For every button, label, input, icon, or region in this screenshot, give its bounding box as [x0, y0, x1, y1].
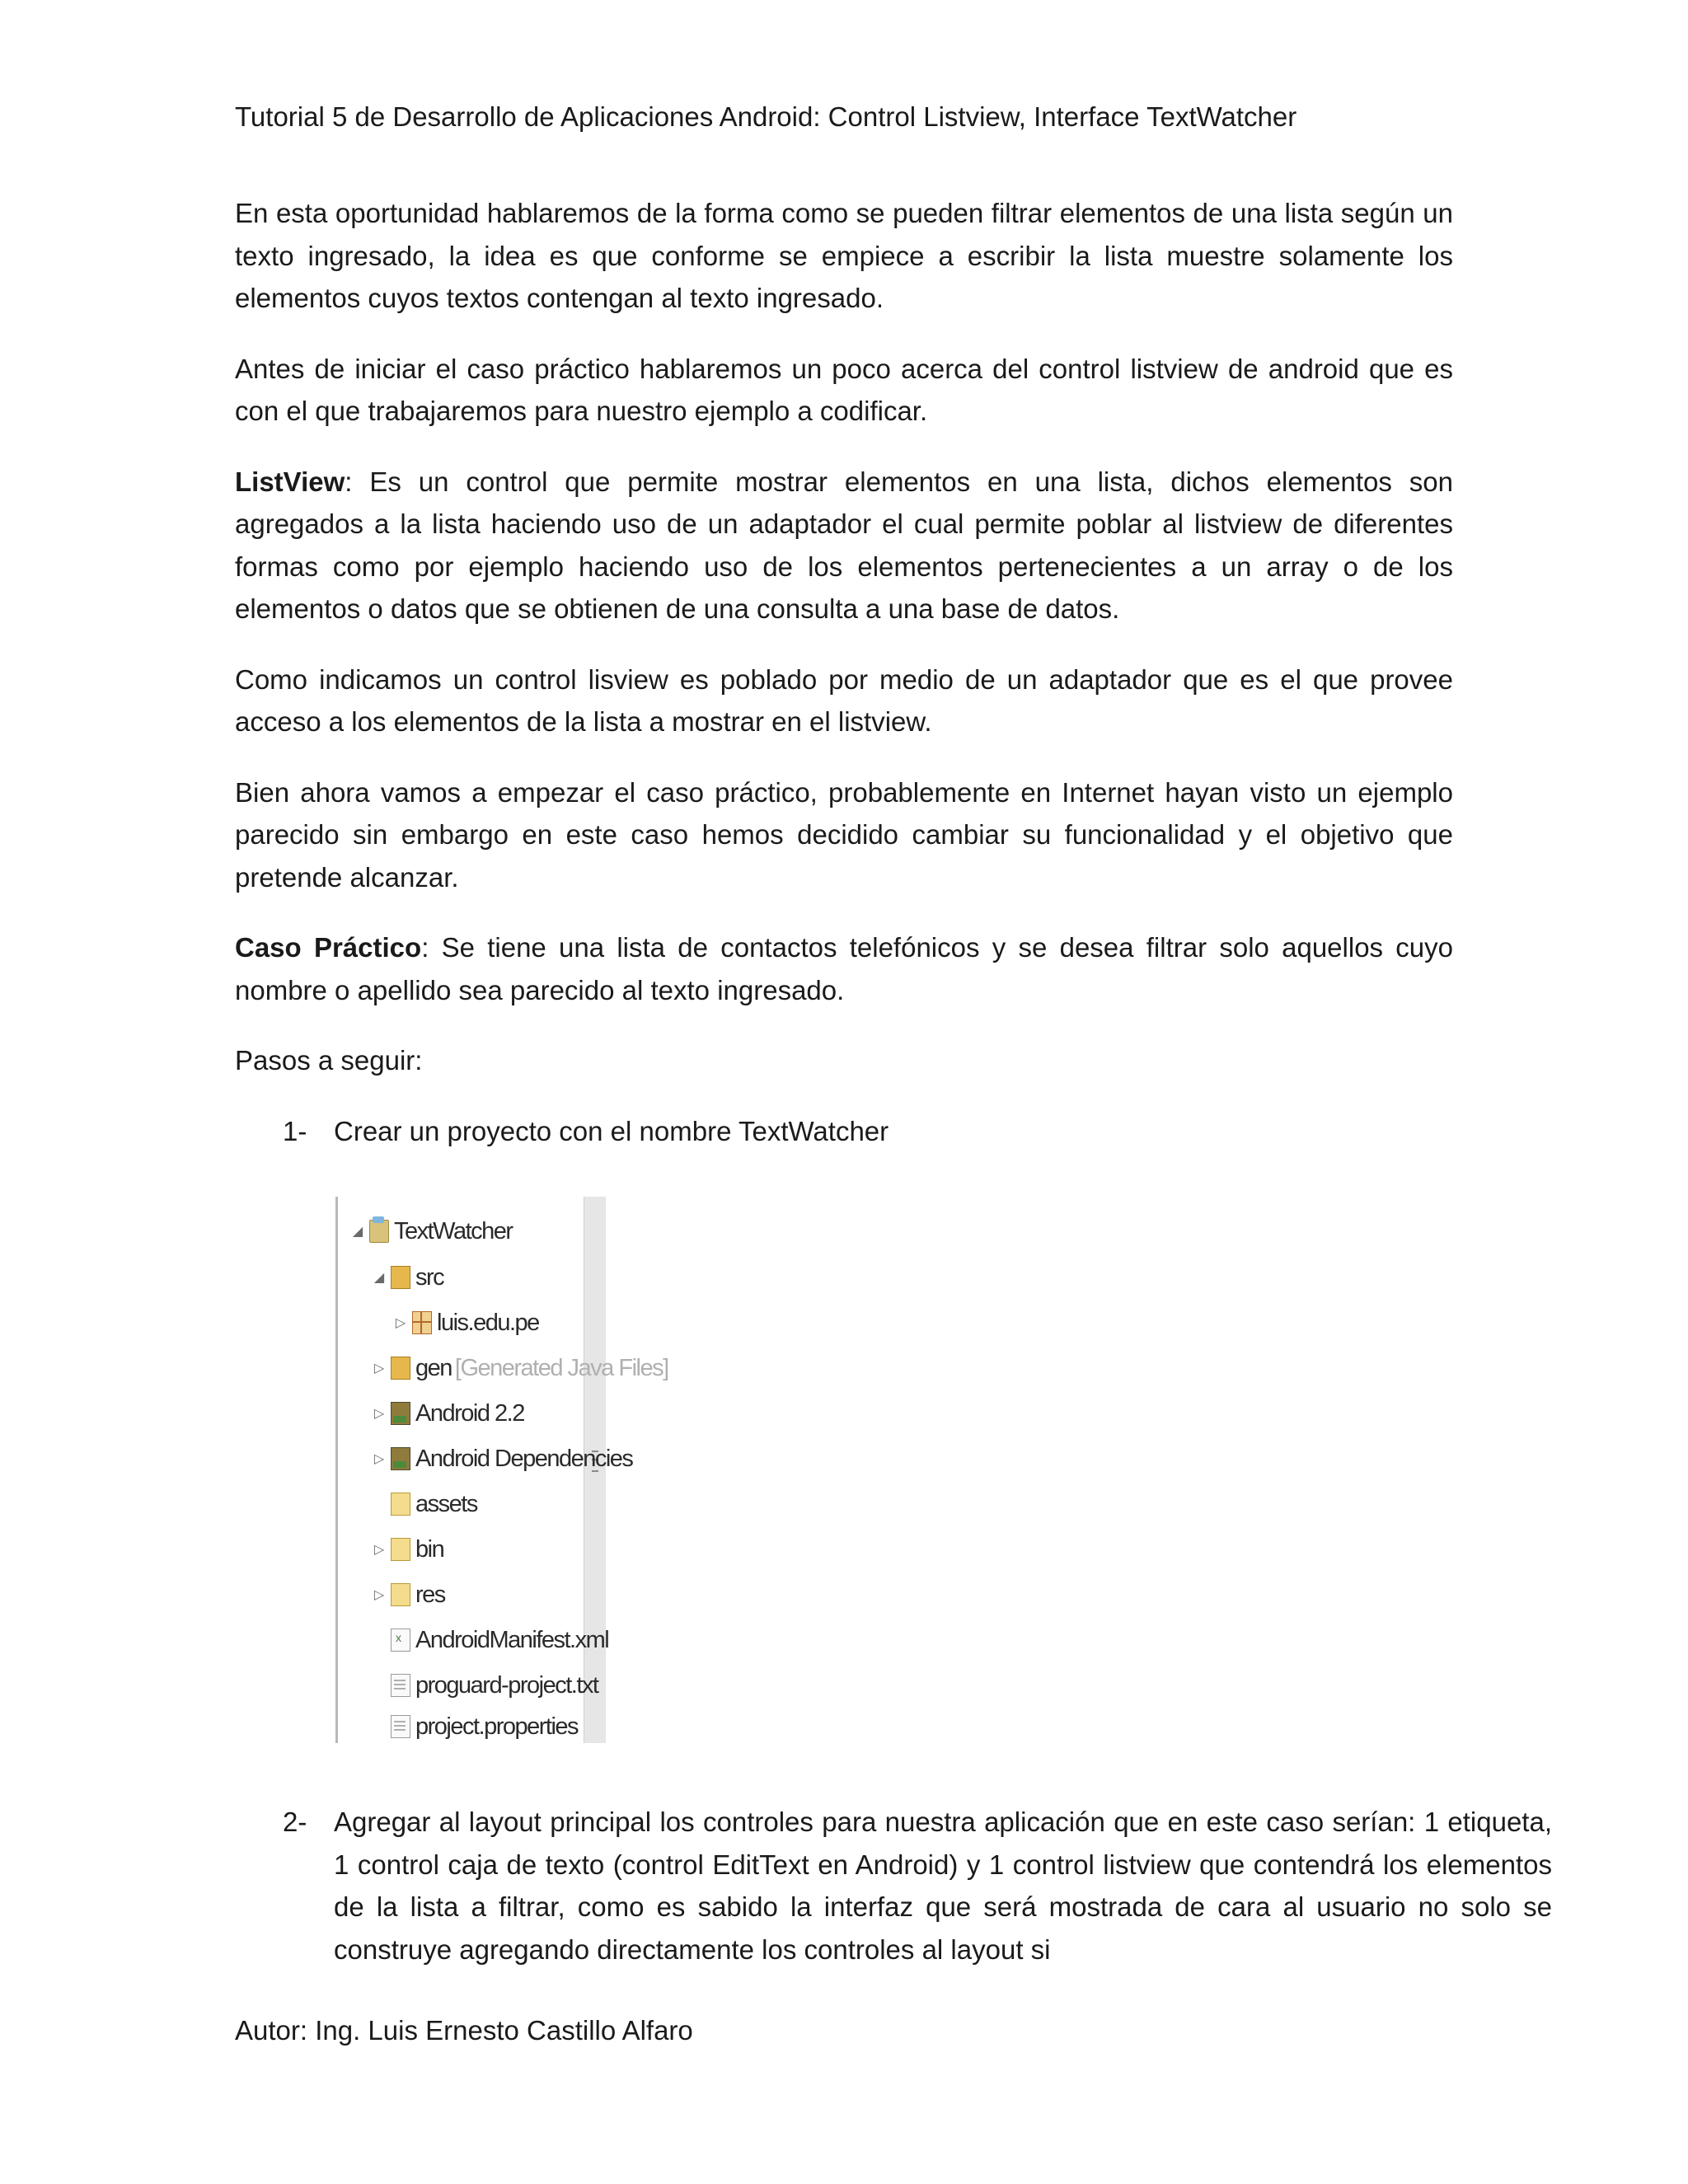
tree-item-label: Android 2.2 [415, 1399, 524, 1427]
collapsed-arrow-icon: ▷ [373, 1543, 385, 1557]
tree-item-proguard [371, 1669, 598, 1702]
step-number: 1- [283, 1115, 307, 1146]
tree-item-label: gen [415, 1354, 452, 1381]
tree-item-assets [371, 1488, 477, 1521]
paragraph-steps-heading: Pasos a seguir: [235, 1045, 423, 1076]
text-file-icon [391, 1715, 410, 1738]
collapsed-arrow-icon: ▷ [373, 1407, 385, 1421]
paragraph-case-practico [235, 926, 1453, 1011]
paragraph-listview-intro: Antes de iniciar el caso práctico hablaremos un poco acerca del control listview de android que es con el que trabajaremos para nuestro ejemplo a codificar. [235, 353, 1453, 426]
collapsed-arrow-icon: ▷ [373, 1452, 385, 1466]
folder-icon [391, 1538, 410, 1561]
step-text: Crear un proyecto con el nombre TextWatcher [334, 1115, 889, 1146]
package-icon [412, 1311, 432, 1334]
expanded-arrow-icon: ◢ [373, 1271, 385, 1285]
tree-item-label: assets [415, 1490, 477, 1517]
page-header: Tutorial 5 de Desarrollo de Aplicaciones Android: Control Listview, Interface TextWatcher [235, 101, 1297, 132]
android-project-icon [369, 1220, 389, 1243]
tree-item-manifest [371, 1624, 608, 1657]
tree-item-project [349, 1215, 513, 1248]
tree-item-label: project.properties [415, 1713, 579, 1740]
tree-item-gen [371, 1352, 668, 1385]
tree-item-package [392, 1306, 539, 1339]
collapsed-arrow-icon: ▷ [373, 1361, 385, 1376]
library-icon [391, 1447, 410, 1470]
tree-item-label: luis.edu.pe [437, 1309, 539, 1336]
collapsed-arrow-icon: ▷ [395, 1316, 406, 1330]
folder-icon [391, 1583, 410, 1606]
source-folder-icon [391, 1357, 410, 1380]
source-folder-icon [391, 1266, 410, 1289]
tree-item-note: [Generated Java Files] [454, 1354, 668, 1381]
case-description-text: : Se tiene una lista de contactos telefónicos y se desea filtrar solo aquellos cuyo nombre o apellido sea parecido al texto ingresado. [235, 932, 1454, 1005]
tree-item-properties [371, 1710, 578, 1743]
tree-item-android-deps [371, 1442, 632, 1475]
folder-icon [391, 1493, 410, 1516]
step-text: Agregar al layout principal los controles para nuestra aplicación que en este caso serían: 1 etiqueta, 1 control caja de texto (control EditText en Android) y 1 control listview que contendrá los elementos de la lista a filtrar, como es sabido la interfaz que será mostrada de cara al usuario no solo se construye agregando directamente los controles al layout si [334, 1807, 1552, 1965]
tree-item-src [371, 1261, 443, 1294]
xml-file-icon [391, 1629, 410, 1652]
tree-item-label: res [415, 1581, 445, 1608]
tree-item-label: bin [415, 1535, 444, 1563]
tree-item-res [371, 1578, 445, 1611]
term-caso-practico: Caso Práctico [235, 932, 422, 963]
paragraph-intro: En esta oportunidad hablaremos de la forma como se pueden filtrar elementos de una lista según un texto ingresado, la idea es que conforme se empiece a escribir la lista muestre solamente los elementos cuyos textos contengan al texto ingresado. [235, 198, 1453, 313]
project-explorer-screenshot [335, 1197, 668, 1743]
paragraph-adapter: Como indicamos un control lisview es poblado por medio de un adaptador que es el que provee acceso a los elementos de la lista a mostrar en el listview. [235, 663, 1453, 737]
tree-item-android-lib [371, 1397, 524, 1430]
text-file-icon [391, 1674, 410, 1697]
tree-item-label: AndroidManifest.xml [415, 1626, 609, 1653]
collapsed-arrow-icon: ▷ [373, 1588, 385, 1602]
tree-item-label: TextWatcher [394, 1217, 513, 1244]
expanded-arrow-icon: ◢ [352, 1225, 363, 1239]
library-icon [391, 1402, 410, 1425]
step-number: 2- [283, 1807, 307, 1837]
tree-item-label: Android Dependencies [415, 1445, 633, 1472]
step-item-2 [235, 1801, 1552, 1971]
tree-item-label: proguard-project.txt [415, 1671, 598, 1699]
page-footer: Autor: Ing. Luis Ernesto Castillo Alfaro [235, 2015, 693, 2046]
tree-item-bin [371, 1533, 443, 1566]
paragraph-start-case: Bien ahora vamos a empezar el caso práctico, probablemente en Internet hayan visto un ejemplo parecido sin embargo en este caso hemos decidido cambiar su funcionalidad y el objetivo que pretende alcanzar. [235, 776, 1453, 893]
paragraph-listview-definition [235, 461, 1453, 630]
term-listview: ListView [235, 466, 345, 497]
tree-item-label: src [415, 1263, 444, 1291]
step-item-1 [235, 1110, 1453, 1153]
listview-definition-text: : Es un control que permite mostrar elementos en una lista, dichos elementos son agregados a la lista haciendo uso de un adaptador el cual permite poblar al listview de diferentes formas como por ejemplo haciendo uso de los elementos pertenecientes a un array o de los elementos o datos que se obtienen de una consulta a una base de datos. [235, 466, 1453, 624]
